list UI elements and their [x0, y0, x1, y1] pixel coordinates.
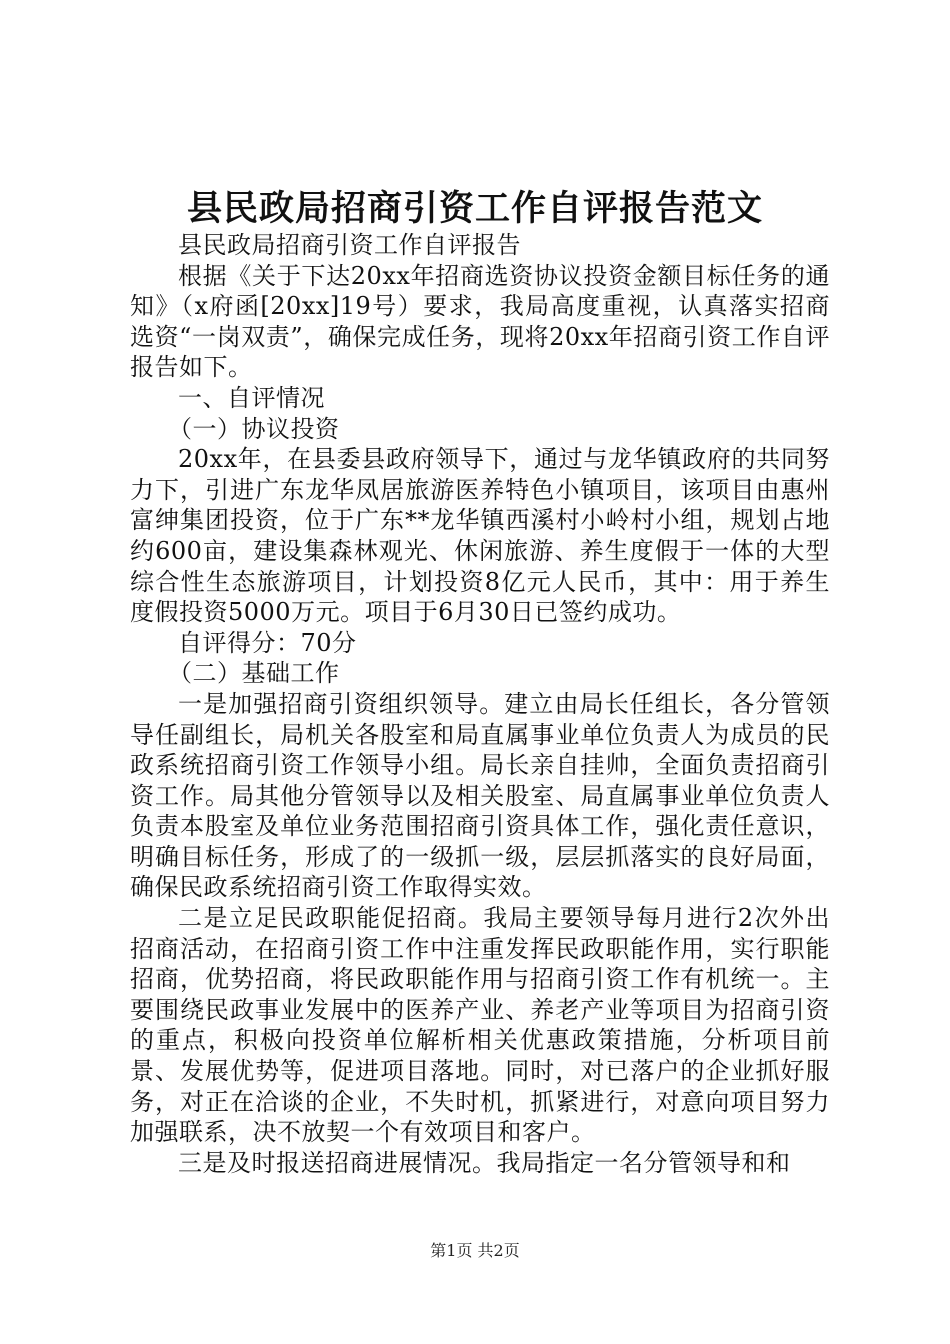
subsection-heading-basic-work: （二）基础工作: [168, 659, 340, 688]
paragraph-investment-project: 20xx年，在县委县政府领导下，通过与龙华镇政府的共同努力下，引进广东龙华凤居旅游医养特色小镇项目，该项目由惠州富绅集团投资，位于广东**龙华镇西溪村小岭村小组，规划占地约600亩，建设集森林观光、休闲旅游、养生度假于一体的大型综合性生态旅游项目，计划投资8亿元人民币，其中：用于养生度假投资5000万元。项目于6月30日已签约成功。: [130, 445, 830, 627]
paragraph-functions: 二是立足民政职能促招商。我局主要领导每月进行2次外出招商活动，在招商引资工作中注重发挥民政职能作用，实行职能招商，优势招商，将民政职能作用与招商引资工作有机统一。主要围绕民政事业发展中的医养产业、养老产业等项目为招商引资的重点，积极向投资单位解析相关优惠政策措施，分析项目前景、发展优势等，促进项目落地。同时，对已落户的企业抓好服务，对正在洽谈的企业，不失时机，抓紧进行，对意向项目努力加强联系，决不放契一个有效项目和客户。: [130, 904, 830, 1147]
document-title: 县民政局招商引资工作自评报告范文: [186, 188, 763, 229]
paragraph-intro: 根据《关于下达20xx年招商选资协议投资金额目标任务的通知》（x府函[20xx]19号）要求，我局高度重视，认真落实招商选资“一岗双责”，确保完成任务，现将20xx年招商引资工作自评报告如下。: [130, 261, 830, 382]
paragraph-score: 自评得分：70分: [178, 628, 357, 657]
page-footer: 第1页 共2页: [430, 1241, 520, 1260]
paragraph-leadership: 一是加强招商引资组织领导。建立由局长任组长，各分管领导任副组长，局机关各股室和局直属事业单位负责人为成员的民政系统招商引资工作领导小组。局长亲自挂帅，全面负责招商引资工作。局其他分管领导以及相关股室、局直属事业单位负责人负责本股室及单位业务范围招商引资具体工作，强化责任意识，明确目标任务，形成了的一级抓一级，层层抓落实的良好局面，确保民政系统招商引资工作取得实效。: [130, 689, 830, 902]
subsection-heading-agreement-investment: （一）协议投资: [168, 414, 340, 443]
document-body: [130, 230, 830, 1178]
section-heading-self-evaluation: 一、自评情况: [178, 383, 325, 412]
paragraph-heading: 县民政局招商引资工作自评报告: [178, 231, 521, 259]
paragraph-reporting: 三是及时报送招商进展情况。我局指定一名分管领导和和: [178, 1148, 791, 1177]
